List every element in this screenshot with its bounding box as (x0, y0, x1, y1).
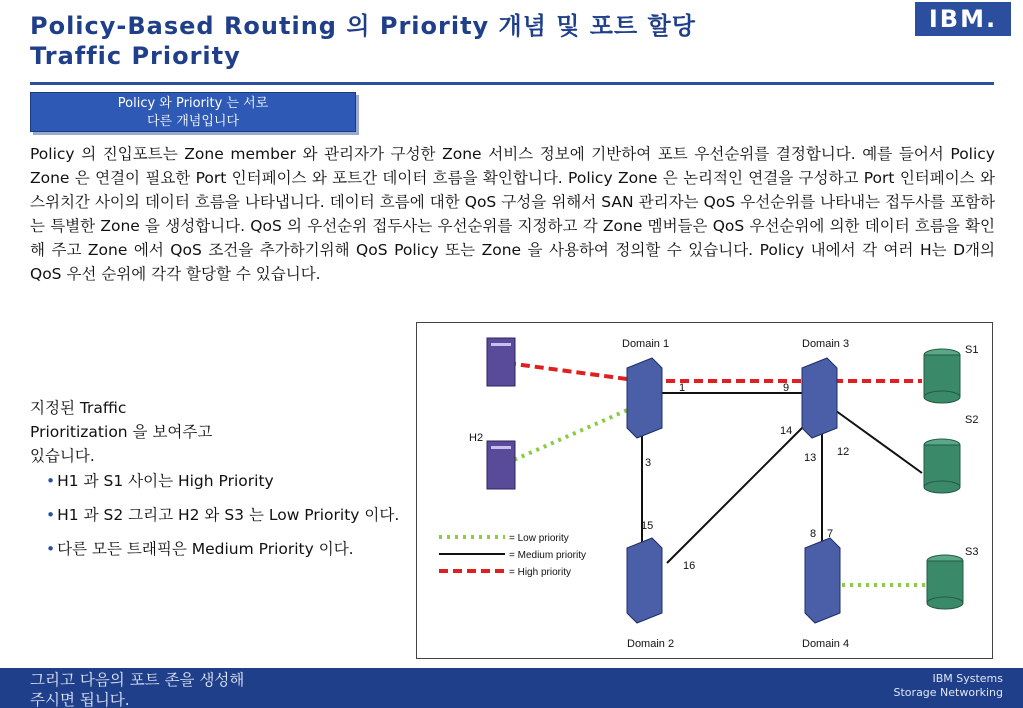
legend-high-label: = High priority (509, 567, 571, 578)
port-label: 7 (827, 528, 834, 540)
bullet-item: • H1 과 S2 그리고 H2 와 S3 는 Low Priority 이다. (46, 504, 406, 526)
priority-bullet-list (46, 470, 406, 572)
footer-note-line-2: 주시면 됩니다. (30, 691, 130, 708)
domain-label-3: Domain 3 (802, 338, 850, 350)
callout-line-2: 다른 개념입니다 (146, 114, 240, 129)
callout-box (30, 92, 356, 132)
link-h1-d1-high (507, 363, 642, 381)
body-paragraph-text: Policy 의 진입포트는 Zone member 와 관리자가 구성한 Zone 서비스 정보에 기반하여 포트 우선순위를 결정합니다. 예를 들어서 Policy Zone 은 연결이 필요한 Port 인터페이스 와 포트간 데이터 흐름을 확인합니다. Policy Zone 은 논리적인 연결을 구성하고 Port 인터페이스 와 스위치간 사이의 데이터 흐름을 나타냅니다. 데이터 흐름에 대한 QoS 구성을 위해서 SAN 관리자는 QoS 우선순위를 나타내는 접두사를 포함하는 특별한 Zone 을 생성합니다. QoS 의 우선순위 접두사는 우선순위를 지정하고 각 Zone 멤버들은 QoS 우선순위에 의한 데이터 흐름을 확인해 주고 Zone 에서 QoS 조건을 추가하기위해 QoS Policy 또는 Zone 을 사용하여 정의할 수 있습니다. Policy 내에서 각 여러 H는 D개의 QoS 우선 순위에 각각 할당할 수 있습니다. (30, 145, 995, 283)
switch-domain-3 (802, 358, 837, 438)
port-label: 16 (683, 560, 696, 572)
intro-line-2: 지정된 Traffic (30, 399, 127, 417)
domain-label-4: Domain 4 (802, 638, 850, 650)
storage-s3 (927, 555, 963, 609)
storage-label-s1: S1 (965, 344, 979, 356)
port-label: 3 (645, 457, 652, 469)
storage-label-s3: S3 (965, 546, 979, 558)
fabric-diagram-svg (417, 323, 993, 659)
storage-s1 (924, 349, 960, 403)
footer-note-line-1: 그리고 다음의 포트 존을 생성해 (30, 671, 245, 689)
slide-header (0, 0, 1023, 84)
footer-brand-line-2: Storage Networking (893, 686, 1003, 699)
port-label: 9 (783, 382, 790, 394)
switch-domain-4 (805, 538, 840, 623)
storage-s2 (924, 439, 960, 493)
switch-domain-2 (627, 538, 662, 623)
legend-medium-label: = Medium priority (509, 550, 586, 561)
ibm-logo: IBM. (915, 2, 1011, 36)
footer-brand-line-1: IBM Systems (932, 672, 1003, 685)
body-paragraph (30, 142, 995, 286)
domain-label-1: Domain 1 (622, 338, 670, 350)
host-label-h2: H2 (469, 432, 484, 444)
slide-title-line-2: Traffic Priority (30, 42, 241, 70)
diagram-description (30, 396, 410, 468)
switch-domain-1 (627, 358, 662, 438)
fabric-diagram (416, 322, 993, 659)
intro-line-3: Prioritization 을 보여주고 (30, 423, 213, 441)
port-label: 12 (837, 446, 850, 458)
bullet-item: • 다른 모든 트래픽은 Medium Priority 이다. (46, 538, 406, 560)
header-divider (30, 82, 994, 85)
intro-line-4: 있습니다. (30, 447, 95, 465)
bullet-item: • H1 과 S1 사이는 High Priority (46, 470, 406, 492)
storage-label-s2: S2 (965, 414, 979, 426)
footer-branding (843, 672, 1003, 700)
port-label: 1 (679, 382, 686, 394)
link-d3-d2 (667, 418, 812, 563)
footer-note (30, 670, 430, 708)
port-label: 8 (810, 528, 817, 540)
port-label: 13 (804, 452, 817, 464)
link-d3-s2 (832, 408, 922, 473)
legend-low-label: = Low priority (509, 533, 569, 544)
callout-line-1: Policy 와 Priority 는 서로 (117, 96, 269, 111)
port-label: 15 (641, 520, 654, 532)
link-h2-d1-low (507, 408, 632, 463)
domain-label-2: Domain 2 (627, 638, 675, 650)
port-label: 14 (780, 425, 793, 437)
slide-title-line-1: Policy-Based Routing 의 Priority 개념 및 포트 할당 (30, 12, 696, 40)
